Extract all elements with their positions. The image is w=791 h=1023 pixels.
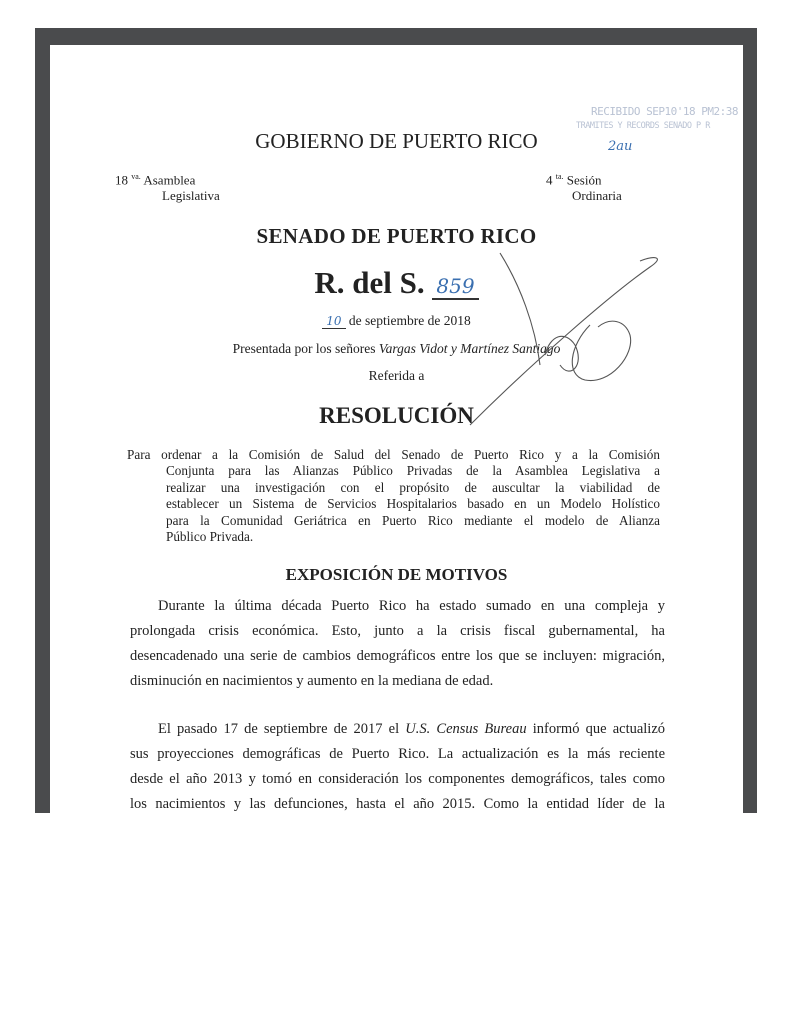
body-line: El pasado 17 de septiembre de 2017 el U.S. Census Bureau informó que actualizó — [158, 721, 666, 737]
handwritten-signature — [50, 45, 743, 813]
summary-line: realizar una investigación con el propósito de auscultar la viabilidad de — [166, 480, 660, 495]
body-line: los nacimientos y las defunciones, hasta el año 2015. Como la entidad líder de la — [130, 796, 665, 812]
body-line: prolongada crisis económica. Esto, junto a la crisis fiscal gubernamental, ha — [130, 623, 665, 639]
received-stamp: RECIBIDO SEP10'18 PM2:38 — [591, 105, 738, 118]
resolution-number: R. del S. 859 — [50, 265, 743, 301]
body-line: Durante la última década Puerto Rico ha estado sumado en una compleja y — [158, 598, 665, 614]
session-line2: Ordinaria — [572, 188, 622, 203]
document-type: RESOLUCIÓN — [319, 403, 474, 428]
government-title: GOBIERNO DE PUERTO RICO — [255, 129, 538, 153]
assembly-line2: Legislativa — [162, 188, 220, 203]
section-title: EXPOSICIÓN DE MOTIVOS — [285, 565, 508, 584]
summary-line: establecer un Sistema de Servicios Hospitalarios basado en un Modelo Holístico — [166, 496, 660, 511]
summary-line: para la Comunidad Geriátrica en Puerto Rico mediante el modelo de Alianza — [166, 513, 660, 528]
session: 4 $^{ta.}$ Sesión — [546, 172, 602, 188]
document-page — [50, 45, 743, 813]
body-line: sus proyecciones demográficas de Puerto Rico. La actualización es la más reciente — [130, 746, 665, 762]
stamp-initials: 2au — [608, 139, 633, 154]
body-line: desencadenado una serie de cambios demográficos entre los que se incluyen: migración, — [130, 648, 665, 664]
summary-line: Público Privada. — [166, 529, 254, 544]
body-line: desde el año 2013 y tomó en consideración los componentes demográficos, tales como — [130, 771, 665, 787]
senate-title: SENADO DE PUERTO RICO — [256, 224, 537, 248]
date: 10 de septiembre de 2018 — [50, 313, 743, 329]
summary-line: Para ordenar a la Comisión de Salud del Senado de Puerto Rico y a la Comisión — [127, 447, 660, 462]
summary-line: Conjunta para las Alianzas Público Privadas de la Asamblea Legislativa a — [166, 463, 660, 478]
assembly: 18 $^{va.}$ Asamblea — [115, 172, 196, 188]
presented-by: Presentada por los señores Vargas Vidot y Martínez Santiago — [232, 341, 561, 356]
referred-to: Referida a — [368, 368, 425, 383]
office-stamp: TRAMITES Y RECORDS SENADO P R — [576, 121, 710, 131]
body-line: disminución en nacimientos y aumento en la mediana de edad. — [130, 673, 494, 689]
